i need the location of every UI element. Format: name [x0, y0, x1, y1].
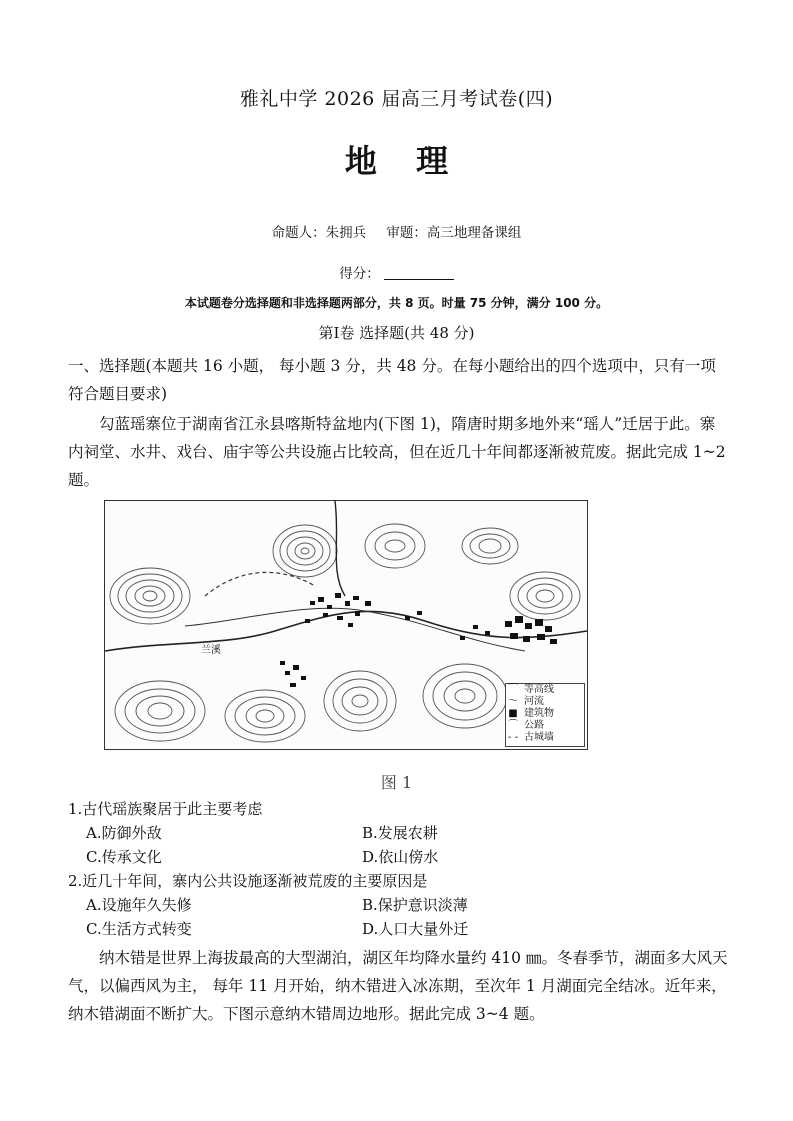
legend-item: ⌒ 等高线 — [508, 684, 554, 695]
question-2-stem: 2.近几十年间，寨内公共设施逐渐被荒废的主要原因是 — [68, 872, 428, 890]
score-label: 得分： — [339, 266, 380, 282]
score-line — [0, 262, 793, 282]
place-label-lanxi: 兰溪 — [201, 645, 221, 656]
river-icon: ～ — [508, 696, 518, 707]
building-icon: ■ — [508, 708, 518, 719]
section-title: 第Ⅰ卷 选择题(共 48 分) — [318, 324, 475, 342]
contour-icon: ⌒ — [508, 684, 518, 695]
question-2-option-c[interactable]: C.生活方式转变 — [86, 920, 192, 938]
wall-icon: - - — [507, 732, 519, 743]
map-legend — [505, 683, 585, 747]
figure-1-map — [104, 500, 588, 750]
author-line — [0, 221, 793, 241]
score-blank[interactable] — [384, 265, 454, 280]
author: 命题人：朱拥兵 — [271, 225, 367, 241]
road-icon: ⌒ — [508, 720, 518, 731]
figure-1-caption: 图 1 — [380, 773, 413, 792]
question-1-option-c[interactable]: C.传承文化 — [86, 848, 162, 866]
question-1-option-d[interactable]: D.依山傍水 — [362, 848, 439, 866]
school-title: 雅礼中学 2026 届高三月考试卷(四) — [239, 88, 554, 110]
question-1-option-a[interactable]: A.防御外敌 — [86, 824, 162, 842]
question-2-option-b[interactable]: B.保护意识淡薄 — [362, 896, 468, 914]
exam-notice: 本试题卷分选择题和非选择题两部分，共 8 页。时量 75 分钟，满分 100 分。 — [184, 296, 609, 310]
passage-2: 纳木错是世界上海拔最高的大型湖泊，湖区年均降水量约 410 ㎜。冬春季节，湖面多大风天气，以偏西风为主， 每年 11 月开始，纳木错进入冰冻期，至次年 1 月湖面完全结冰。近年来，纳木错湖面不断扩大。下图示意纳木错周边地形。据此完成 3~4 题。 — [68, 949, 728, 1023]
reviewer: 审题：高三地理备课组 — [386, 225, 522, 241]
section-instruction: 一、选择题(本题共 16 小题， 每小题 3 分，共 48 分。在每小题给出的四个选项中，只有一项符合题目要求) — [68, 357, 716, 403]
question-1-option-b[interactable]: B.发展农耕 — [362, 824, 438, 842]
subject-title: 地 理 — [344, 142, 463, 180]
question-2-option-a[interactable]: A.设施年久失修 — [86, 896, 192, 914]
passage-1: 勾蓝瑶寨位于湖南省江永县喀斯特盆地内(下图 1)，隋唐时期多地外来“瑶人”迁居于此。寨内祠堂、水井、戏台、庙宇等公共设施占比较高，但在近几十年间都逐渐被荒废。据此完成 1~2 题。 — [68, 415, 726, 489]
legend-item: - - 古城墙 — [507, 732, 554, 743]
question-1-stem: 1.古代瑶族聚居于此主要考虑 — [68, 800, 263, 818]
legend-item: ⌒ 公路 — [508, 720, 544, 731]
legend-item: ～ 河流 — [508, 696, 544, 707]
legend-item: ■ 建筑物 — [506, 708, 584, 720]
question-2-option-d[interactable]: D.人口大量外迁 — [362, 920, 469, 938]
